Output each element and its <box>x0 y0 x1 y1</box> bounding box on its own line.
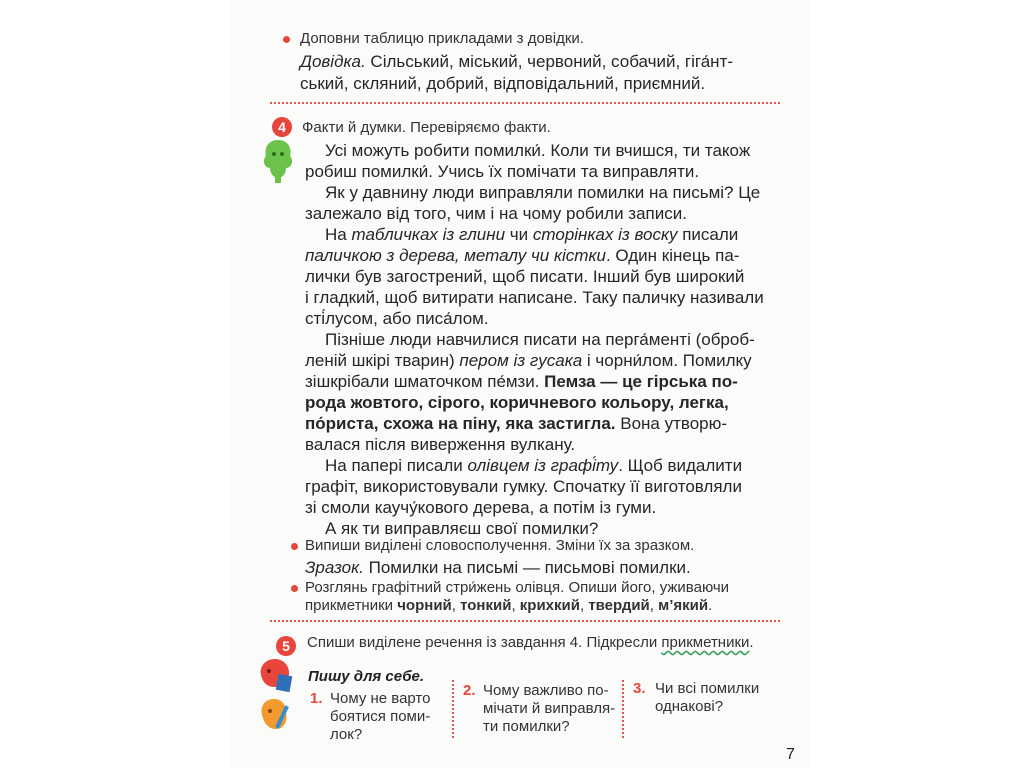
top-instruction: Доповни таблицю прикладами з довідки. <box>300 30 584 47</box>
question-1-line: боятися поми- <box>330 708 431 725</box>
sample-text: Помилки на письмі — письмові помилки. <box>363 558 691 577</box>
question-3 <box>655 680 759 716</box>
p3-text: На <box>325 225 352 244</box>
task-4-title: Факти й думки. Перевіряємо факти. <box>302 119 551 136</box>
paragraph-1-line-1: Усі можуть робити помилки́. Коли ти вчишся, ти також <box>325 141 751 160</box>
highlighted-sentence: по́риста, схожа на піну, яка застигла. <box>305 414 616 433</box>
subtask-1: Випиши виділені словосполучення. Зміни їх за зразком. <box>305 537 695 554</box>
write-for-self-label: Пишу для себе. <box>308 668 425 685</box>
question-3-line: однакові? <box>655 698 724 715</box>
task-4-number: 4 <box>272 117 292 137</box>
task-5-number: 5 <box>276 636 296 656</box>
question-divider <box>452 680 454 738</box>
p4-italic-quill: пером із гусака <box>459 351 583 370</box>
question-1-line: Чому не варто <box>330 690 431 707</box>
paragraph-5-line-2: графіт, використовували гумку. Спочатку її виготовляли <box>305 477 742 496</box>
task-5-text: Спиши виділене речення із завдання 4. Підкресли <box>307 634 662 651</box>
page-number: 7 <box>786 746 795 763</box>
adjectives-underlined: прикметники <box>661 634 750 651</box>
red-mascot-icon <box>255 657 295 693</box>
highlighted-sentence: рода жовтого, сірого, коричневого кольору, легка, <box>305 393 729 412</box>
paragraph-4-line-2 <box>305 351 752 371</box>
adjective: крихкий <box>519 597 580 614</box>
p3-italic-clay: табличках із глини <box>351 225 506 244</box>
sample-label: Зразок. <box>305 558 364 577</box>
reference-line-2: ський, скляний, добрий, відповідальний, приємний. <box>300 74 706 93</box>
task-5-text: . <box>749 634 754 651</box>
paragraph-3-line-2 <box>305 246 739 266</box>
p5-italic-pencil: олівцем із графі́ту <box>467 456 619 475</box>
orange-mascot-icon <box>256 695 296 735</box>
question-divider <box>622 680 624 738</box>
paragraph-2-line-2: залежало від того, чим і на чому робили записи. <box>305 204 687 223</box>
question-2-line: мічати й виправля- <box>483 700 616 717</box>
section-divider <box>270 620 780 622</box>
p4-text: і чорни́лом. Помилку <box>582 351 752 370</box>
p5-text: На папері писали <box>325 456 468 475</box>
paragraph-3-line-3: лички був загострений, щоб писати. Інший був широкий <box>305 267 745 286</box>
question-1-line: лок? <box>330 726 363 743</box>
paragraph-6: А як ти виправляєш свої помилки? <box>325 519 599 538</box>
paragraph-4-line-4 <box>305 393 729 413</box>
green-mascot-icon <box>260 138 296 184</box>
question-2 <box>483 682 615 736</box>
paragraph-2-line-1: Як у давнину люди виправляли помилки на письмі? Це <box>325 183 761 202</box>
paragraph-3-line-5: сті́лусом, або писа́лом. <box>305 309 489 328</box>
bullet-icon <box>291 543 298 550</box>
highlighted-sentence: Пемза — це гірська по- <box>544 372 738 391</box>
adjective: м’який <box>658 597 709 614</box>
paragraph-4-line-6: валася після виверження вулкану. <box>305 435 576 454</box>
question-1 <box>330 690 430 744</box>
paragraph-4-line-5 <box>305 414 727 434</box>
p3-italic-stick: паличкою з дерева, металу чи кістки <box>305 246 606 265</box>
p3-italic-wax: сторінках із воску <box>532 225 678 244</box>
question-2-line: Чому важливо по- <box>483 682 609 699</box>
question-1-number: 1. <box>310 690 323 707</box>
p5-text: . Щоб видалити <box>618 456 743 475</box>
p4-text: зішкрібали шматочком пе́мзи. <box>305 372 545 391</box>
bullet-icon <box>283 36 290 43</box>
paragraph-5-line-1 <box>325 456 742 476</box>
subtask-2-line-1: Розглянь графітний стри́жень олівця. Опиши його, уживаючи <box>305 579 730 596</box>
p4-text: леній шкірі тварин) <box>305 351 460 370</box>
reference-label: Довідка. <box>300 52 366 71</box>
p3-text: чи <box>505 225 533 244</box>
p4-text: Вона утворю- <box>615 414 728 433</box>
reference-words-1: Сільський, міський, червоний, собачий, гіга́нт- <box>365 52 734 71</box>
question-3-number: 3. <box>633 680 646 697</box>
subtask-2-line-2: прикметники чорний, тонкий, крихкий, твердий, м’який. <box>305 597 713 614</box>
sample-line <box>305 558 691 578</box>
question-2-number: 2. <box>463 682 476 699</box>
p3-text: . Один кінець па- <box>605 246 740 265</box>
adjective: чорний <box>397 597 452 614</box>
paragraph-4-line-1: Пізніше люди навчилися писати на перга́менті (оброб- <box>325 330 755 349</box>
adjective: твердий <box>588 597 650 614</box>
paragraph-3-line-4: і гладкий, щоб витирати написане. Таку паличку називали <box>305 288 764 307</box>
task-5-title <box>307 634 754 651</box>
p3-text: писали <box>677 225 739 244</box>
question-3-line: Чи всі помилки <box>655 680 760 697</box>
paragraph-5-line-3: зі смоли каучу́кового дерева, а потім із гуми. <box>305 498 657 517</box>
subtask-2-text: прикметники <box>305 597 398 614</box>
adjective: тонкий <box>460 597 512 614</box>
paragraph-1-line-2: робиш помилки́. Учись їх помічати та виправляти. <box>305 162 700 181</box>
reference-line-1 <box>300 52 733 72</box>
section-divider <box>270 102 780 104</box>
bullet-icon <box>291 585 298 592</box>
paragraph-3-line-1 <box>325 225 738 245</box>
paragraph-4-line-3 <box>305 372 738 392</box>
question-2-line: ти помилки? <box>483 718 570 735</box>
